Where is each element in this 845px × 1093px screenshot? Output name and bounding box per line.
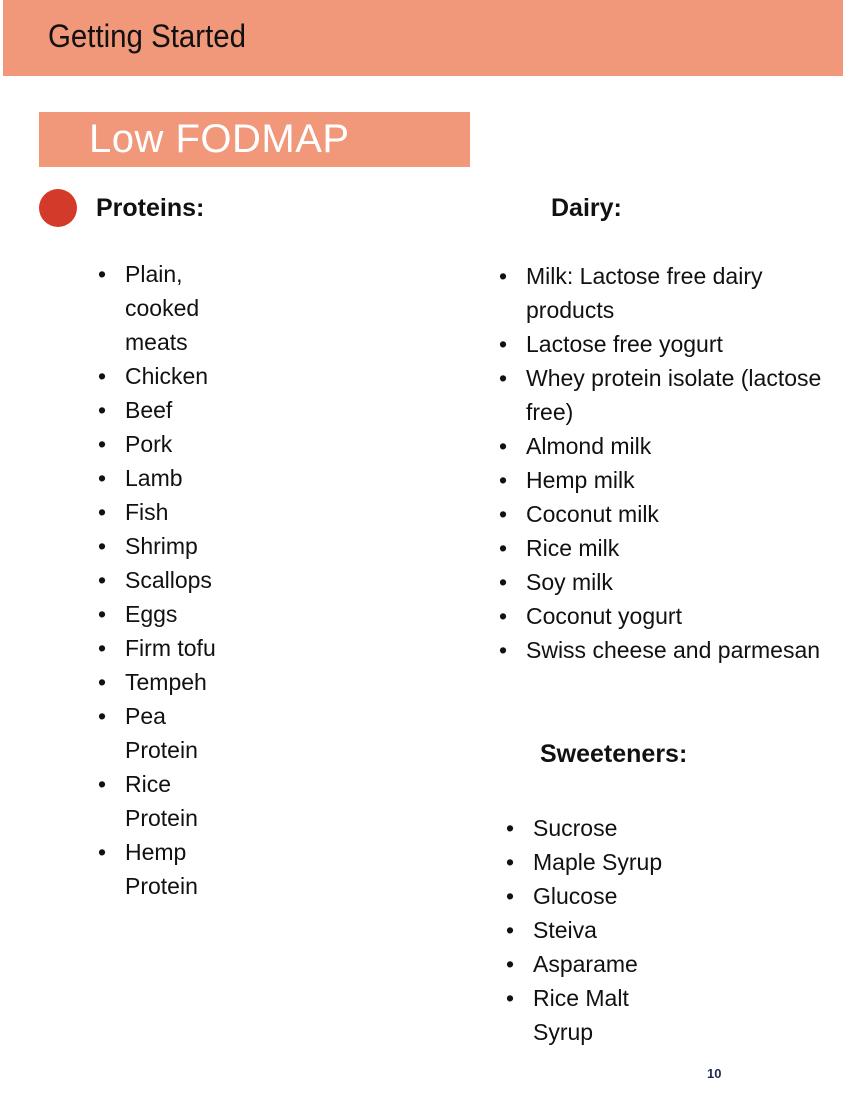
list-item xyxy=(499,497,826,531)
header-bar xyxy=(3,0,843,76)
sweeteners-list xyxy=(506,811,673,1049)
bullet-icon: • xyxy=(98,839,107,865)
page-number: 10 xyxy=(707,1066,722,1081)
list-item-text: Coconut milk xyxy=(526,501,659,527)
list-item xyxy=(98,631,235,665)
list-item xyxy=(98,665,235,699)
bullet-icon: • xyxy=(499,331,508,357)
list-item xyxy=(499,429,826,463)
bullet-icon: • xyxy=(506,951,515,977)
list-item xyxy=(98,529,235,563)
bullet-icon: • xyxy=(499,501,508,527)
list-item xyxy=(98,835,235,903)
bullet-icon: • xyxy=(98,601,107,627)
list-item xyxy=(506,879,673,913)
list-item-text: Milk: Lactose free dairy products xyxy=(526,263,763,323)
list-item-text: Almond milk xyxy=(526,433,652,459)
list-item xyxy=(98,495,235,529)
bullet-icon: • xyxy=(499,603,508,629)
list-item-text: Lamb xyxy=(125,465,183,491)
list-item-text: Hemp milk xyxy=(526,467,635,493)
bullet-icon: • xyxy=(499,535,508,561)
list-item-text: Steiva xyxy=(533,917,597,943)
list-item xyxy=(98,393,235,427)
list-item xyxy=(98,461,235,495)
list-item xyxy=(499,633,826,667)
bullet-icon: • xyxy=(98,261,107,287)
list-item-text: Pea Protein xyxy=(125,703,198,763)
list-item-text: Eggs xyxy=(125,601,178,627)
bullet-icon: • xyxy=(98,669,107,695)
list-item-text: Asparame xyxy=(533,951,638,977)
bullet-icon: • xyxy=(98,363,107,389)
list-item-text: Lactose free yogurt xyxy=(526,331,723,357)
bullet-icon: • xyxy=(98,533,107,559)
list-item xyxy=(499,327,826,361)
list-item xyxy=(98,767,235,835)
list-item xyxy=(499,599,826,633)
section-banner xyxy=(39,112,470,167)
list-item xyxy=(499,463,826,497)
list-item xyxy=(499,259,826,327)
bullet-icon: • xyxy=(499,263,508,289)
list-item xyxy=(499,565,826,599)
list-item xyxy=(506,913,673,947)
list-item-text: Hemp Protein xyxy=(125,839,198,899)
list-item xyxy=(98,597,235,631)
bullet-icon: • xyxy=(98,397,107,423)
list-item-text: Maple Syrup xyxy=(533,849,663,875)
list-item-text: Swiss cheese and parmesan xyxy=(526,637,821,663)
bullet-icon: • xyxy=(499,637,508,663)
bullet-icon: • xyxy=(98,465,107,491)
bullet-icon: • xyxy=(506,849,515,875)
list-item xyxy=(506,811,673,845)
list-item-text: Scallops xyxy=(125,567,212,593)
proteins-list xyxy=(98,257,235,903)
list-item xyxy=(506,947,673,981)
list-item-text: Rice milk xyxy=(526,535,620,561)
bullet-icon: • xyxy=(499,433,508,459)
list-item-text: Rice Malt Syrup xyxy=(533,985,629,1045)
bullet-icon: • xyxy=(499,365,508,391)
bullet-icon: • xyxy=(98,567,107,593)
list-item-text: Glucose xyxy=(533,883,618,909)
bullet-icon: • xyxy=(506,985,515,1011)
bullet-icon: • xyxy=(506,815,515,841)
list-item xyxy=(499,361,826,429)
list-item-text: Tempeh xyxy=(125,669,207,695)
section-title: Low FODMAP xyxy=(89,117,350,161)
bullet-icon: • xyxy=(98,703,107,729)
bullet-icon: • xyxy=(98,635,107,661)
bullet-icon: • xyxy=(98,431,107,457)
list-item xyxy=(98,563,235,597)
list-item-text: Beef xyxy=(125,397,173,423)
dairy-list xyxy=(499,259,826,667)
list-item-text: Rice Protein xyxy=(125,771,198,831)
sweeteners-heading: Sweeteners: xyxy=(540,740,688,768)
list-item-text: Fish xyxy=(125,499,169,525)
list-item-text: Plain, cooked meats xyxy=(125,261,200,355)
bullet-icon: • xyxy=(506,917,515,943)
page-header-title: Getting Started xyxy=(48,18,247,54)
list-item xyxy=(506,981,673,1049)
bullet-icon: • xyxy=(506,883,515,909)
bullet-icon: • xyxy=(98,771,107,797)
list-item-text: Whey protein isolate (lactose free) xyxy=(526,365,822,425)
red-dot-marker xyxy=(39,189,77,227)
list-item-text: Coconut yogurt xyxy=(526,603,682,629)
list-item xyxy=(506,845,673,879)
dairy-heading: Dairy: xyxy=(551,194,622,222)
list-item xyxy=(98,257,235,359)
list-item-text: Firm tofu xyxy=(125,635,216,661)
list-item-text: Chicken xyxy=(125,363,209,389)
bullet-icon: • xyxy=(98,499,107,525)
proteins-heading: Proteins: xyxy=(96,194,205,222)
bullet-icon: • xyxy=(499,467,508,493)
list-item xyxy=(98,699,235,767)
list-item xyxy=(98,427,235,461)
list-item-text: Shrimp xyxy=(125,533,198,559)
list-item-text: Soy milk xyxy=(526,569,613,595)
list-item xyxy=(499,531,826,565)
list-item xyxy=(98,359,235,393)
bullet-icon: • xyxy=(499,569,508,595)
list-item-text: Sucrose xyxy=(533,815,618,841)
list-item-text: Pork xyxy=(125,431,173,457)
